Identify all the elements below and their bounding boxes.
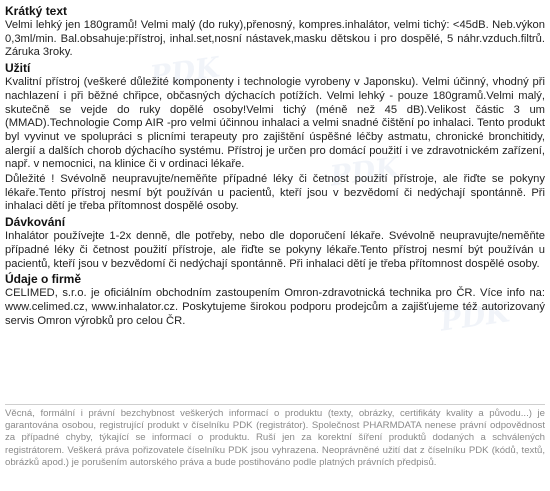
product-info — [5, 4, 545, 329]
watermark-text: PDK — [328, 150, 402, 193]
section-heading: Užití — [5, 61, 31, 76]
section-paragraph: Inhalátor používejte 1-2x denně, dle potřeby, nebo dle doporučení lékaře. Svévolně neupravujte/neměňte případné léky či četnost použití přístroje, ale řiďte se pokyny lékaře.Tento přístroj nesmí být používán u pacientů, kteří jsou v bezvědomí či nedýchají spontánně. Při inhalaci dětí je třeba přítomnost dospělé osoby. — [5, 230, 545, 270]
section-usage — [5, 61, 545, 214]
disclaimer: Věcná, formální i právní bezchybnost veškerých informací o produktu (texty, obrázky, certifikáty kvality a původu...) je garantována osobou, registrující produkt v číselníku PDK (registrátor). Společnost PHARMDATA nenese právní odpovědnost za případné chyby, týkající se informací o produktu. Ruší jen za korektní šíření produktů dodaných a schválených registrátorem. Veškerá práva pořizovatele číselníku PDK jsou vyhrazena. Neoprávněné užití dat z číselníku PDK (kódů, textů, obrázků apod.) je porušením autorského práva a bude postihováno podle platných právních předpisů. — [5, 404, 545, 469]
section-heading: Dávkování — [5, 215, 66, 230]
watermark-text: PDK — [438, 295, 512, 338]
section-paragraph: Velmi lehký jen 180gramů! Velmi malý (do ruky),přenosný, kompres.inhalátor, velmi tichý: <45dB. Neb.výkon 0,3ml/min. Bal.obsahuje:přístroj, inhal.set,nosní nástavek,masku dětskou i pro dospělé, 5 náhr.vzduch.filtrů. Záruka 3roky. — [5, 19, 545, 59]
section-short-text — [5, 4, 545, 60]
section-dosage — [5, 215, 545, 271]
section-paragraph: Důležité ! Svévolně neupravujte/neměňte případné léky či četnost použití přístroje, ale řiďte se pokyny lékaře.Tento přístroj nesmí být používán u pacientů, kteří jsou v bezvědomí či nedýchají spontánně. Při inhalaci dětí je třeba přítomnost dospělé osoby. — [5, 173, 545, 213]
section-heading: Údaje o firmě — [5, 272, 82, 287]
section-heading: Krátký text — [5, 4, 68, 18]
watermark-text: PDK — [148, 50, 222, 93]
section-company — [5, 272, 545, 328]
section-paragraph: CELIMED, s.r.o. je oficiálním obchodním zastoupením Omron-zdravotnická technika pro ČR. Více info na: www.celimed.cz, www.inhalator.cz. Poskytujeme širokou podporu prodejcům a zajišťujeme též autorizovaný servis Omron výrobků pro celou ČR. — [5, 287, 545, 327]
section-paragraph: Kvalitní přístroj (veškeré důležité komponenty i technologie vyrobeny v Japonsku). Velmi účinný, vhodný při nachlazení i při běžné chřipce, občasných dýchacích potížích. Velmi lehký - pouze 180gramů.Velmi malý, skutečně se vejde do ruky dopělé osoby!Velmi tichý (méně než 45 dB).Velikost částic 3 um (MMAD).Technologie Comp AIR -pro velmi účinnou inhalaci a velmi snadné čištění po inhalaci. Tento produkt byl vyvinut ve spolupráci s plicními terapeuty pro zajištění úspěšné léčby astmatu, chronické bronchitidy, alergií a dalších chorob dýchacího systému. Přístroj je určen pro domácí použití i ve zdravotnickém zařízení, např. v nemocnici, na klinice či v ordinaci lékaře. — [5, 76, 545, 171]
